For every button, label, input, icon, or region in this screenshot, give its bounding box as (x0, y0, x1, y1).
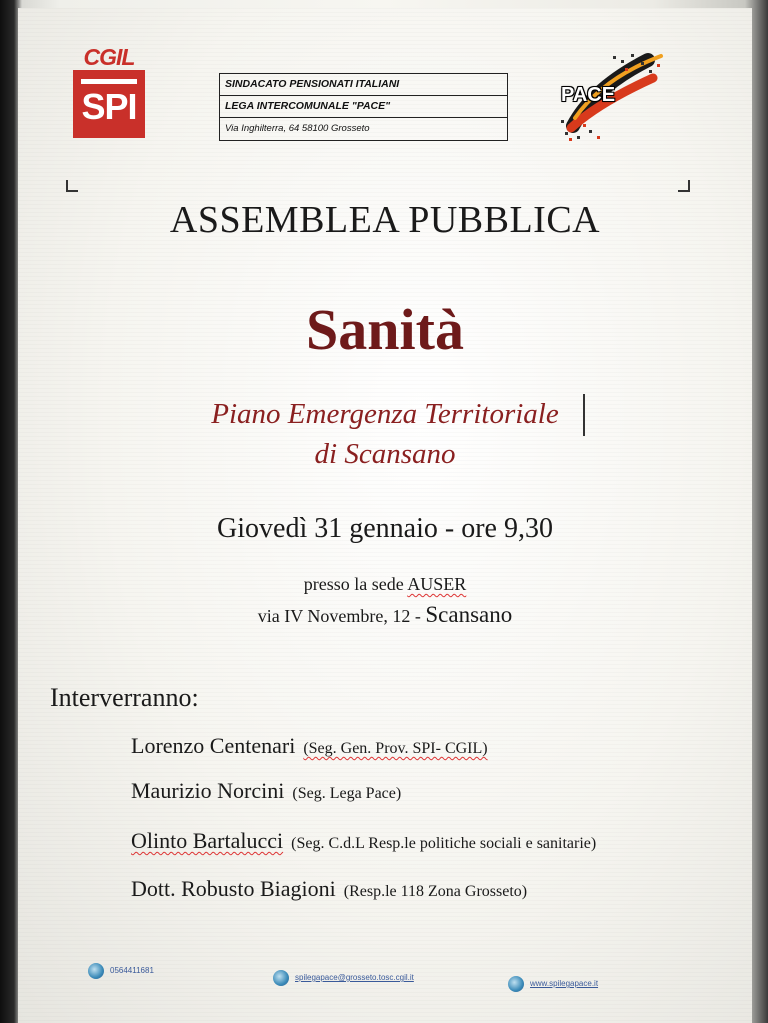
organization-info-box (219, 73, 508, 141)
pace-logo-text: PACE (561, 84, 616, 106)
speaker-name: Maurizio Norcini (131, 778, 285, 803)
speaker-row (131, 828, 596, 854)
footer-email[interactable] (273, 970, 414, 986)
subtitle-line-2: di Scansano (314, 438, 456, 470)
info-line-league: LEGA INTERCOMUNALE "PACE" (220, 96, 507, 118)
speakers-heading: Interverranno: (50, 683, 199, 712)
venue-prefix: presso la sede (303, 574, 408, 594)
cgil-spi-logo (73, 44, 145, 138)
venue-city: Scansano (425, 602, 513, 627)
speaker-name: Dott. Robusto Biagioni (131, 876, 336, 901)
cgil-logo-text: CGIL (83, 44, 135, 70)
crop-mark-left (66, 180, 78, 192)
speaker-row (131, 876, 527, 902)
document-page (18, 8, 752, 1023)
venue-place: AUSER (407, 574, 467, 594)
footer-email-link[interactable]: spilegapace@grosseto.tosc.cgil.it (295, 973, 414, 983)
footer-website[interactable] (508, 976, 598, 992)
text-cursor (583, 394, 585, 436)
venue-address: via IV Novembre, 12 - (257, 606, 426, 626)
info-line-union: SINDACATO PENSIONATI ITALIANI (220, 74, 507, 96)
topic-heading: Sanità (306, 297, 464, 362)
venue-line-2 (18, 602, 752, 628)
footer-phone (88, 963, 154, 979)
venue-line-1 (18, 574, 752, 595)
subtitle-line-1: Piano Emergenza Territoriale (211, 398, 559, 430)
speaker-name: Lorenzo Centenari (131, 733, 296, 758)
speaker-role: (Seg. C.d.L Resp.le politiche sociali e sanitarie) (291, 835, 597, 852)
info-line-address: Via Inghilterra, 64 58100 Grosseto (225, 123, 370, 134)
globe-icon (508, 976, 524, 992)
speaker-row (131, 778, 401, 804)
speaker-role: (Seg. Gen. Prov. SPI- CGIL) (303, 740, 488, 757)
pace-logo (553, 48, 668, 143)
speaker-name: Olinto Bartalucci (131, 828, 284, 853)
event-date: Giovedì 31 gennaio - ore 9,30 (217, 513, 553, 544)
spi-logo-box (73, 70, 145, 138)
spi-logo-bar (81, 79, 137, 84)
email-icon (273, 970, 289, 986)
crop-mark-right (678, 180, 690, 192)
speaker-row (131, 733, 488, 759)
phone-icon (88, 963, 104, 979)
footer-website-link[interactable]: www.spilegapace.it (530, 979, 599, 989)
spi-logo-text: SPI (81, 86, 137, 127)
footer-phone-text: 0564411681 (110, 966, 154, 976)
page-title: ASSEMBLEA PUBBLICA (169, 199, 601, 241)
speaker-role: (Seg. Lega Pace) (292, 785, 402, 802)
speaker-role: (Resp.le 118 Zona Grosseto) (343, 883, 528, 900)
